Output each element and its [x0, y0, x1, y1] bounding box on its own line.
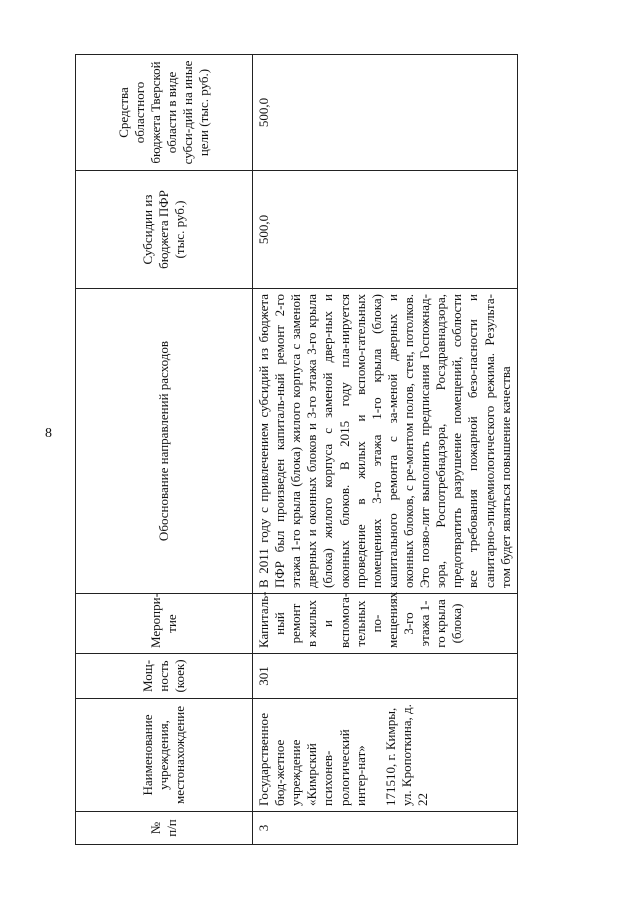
cell-capacity: 301: [253, 654, 518, 699]
header-measure: Меропри-тие: [76, 594, 253, 654]
header-capacity: Мощ-ность (коек): [76, 654, 253, 699]
header-institution: Наименование учреждения, местонахождение: [76, 699, 253, 812]
header-pfr-subsidy: Субсидии из бюджета ПФР (тыс. руб.): [76, 171, 253, 289]
cell-justification: В 2011 году с привлечением субсидий из бюджета ПФР был произведен капиталь-ный ремонт 2-го этажа 1-го крыла (блока) жилого корпуса с заменой дверных и оконных блоков и 3-го этажа 3-го крыла (блока) жилого корпуса с заменой двер-ных и оконных блоков. В 2015 году пла-нируется проведение в жилых и вспомо-гательных помещениях 3-го этажа 1-го крыла (блока) капитального ремонта с за-меной дверных и оконных блоков, с ре-монтом полов, стен, потолков. Это позво-лит выполнить предписания Госпожнад-зора, Роспотребнадзора, Росздравнадзора, предотвратить разрушение помещений, соблюсти все требования пожарной безо-пасности и санитарно-эпидемиологического режима. Результа-том будет являться повышение качества: [253, 289, 518, 594]
institution-address: 171510, г. Кимры, ул. Кропоткина, д. 22: [382, 704, 430, 806]
header-number: № п/п: [76, 812, 253, 845]
table-header-row: [76, 55, 253, 845]
expenses-table: [75, 54, 518, 845]
cell-regional-funds: 500,0: [253, 55, 518, 171]
header-regional-funds: Средства областного бюджета Тверской области в виде субси-дий на иные цели (тыс. руб.): [76, 55, 253, 171]
cell-pfr-subsidy: 500,0: [253, 171, 518, 289]
page-number: 8: [45, 426, 52, 441]
table-row: [253, 55, 518, 845]
cell-measure: Капиталь-ный ремонт в жилых и вспомога-тельных по-мещениях 3-го этажа 1-го крыла (блока): [253, 594, 518, 654]
institution-name: Государственное бюд-жетное учреждение «Кимрский психонев-рологический интер-нат»: [256, 713, 368, 806]
rotated-table-container: [75, 55, 615, 845]
cell-institution: [253, 699, 518, 812]
cell-number: 3: [253, 812, 518, 845]
header-justification: Обоснование направлений расходов: [76, 289, 253, 594]
